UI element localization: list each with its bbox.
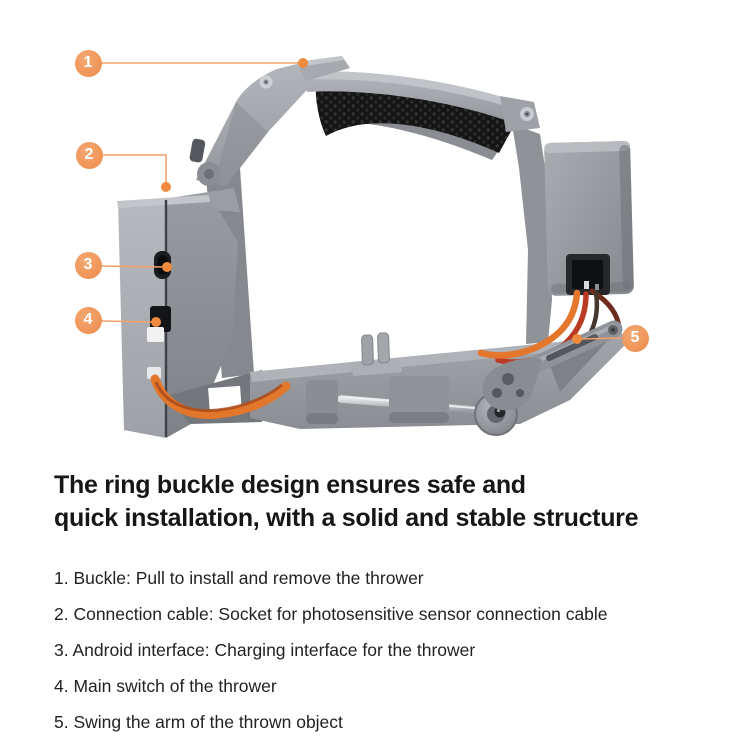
- callout-dot-1: [298, 58, 308, 68]
- callout-badge-1: 1: [75, 50, 102, 77]
- page-title-line2: quick installation, with a solid and stable structure: [54, 504, 639, 532]
- feature-item-3: 3. Android interface: Charging interface for the thrower: [54, 640, 476, 660]
- top-strap: [303, 71, 540, 160]
- callout-line-3: [101, 266, 166, 267]
- callout-line-5: [579, 338, 621, 339]
- callout-dot-3: [162, 262, 172, 272]
- feature-item-1: 1. Buckle: Pull to install and remove the thrower: [54, 568, 424, 588]
- callout-badge-3: 3: [75, 252, 102, 279]
- feature-item-2: 2. Connection cable: Socket for photosensitive sensor connection cable: [54, 604, 608, 624]
- callout-line-2: [102, 155, 166, 183]
- callout-badge-5: 5: [622, 325, 649, 352]
- callout-badge-2: 2: [76, 142, 103, 169]
- feature-item-5: 5. Swing the arm of the thrown object: [54, 712, 343, 732]
- callout-line-4: [101, 321, 155, 322]
- callout-dot-4: [151, 317, 161, 327]
- right-servo-box: [544, 141, 634, 296]
- callout-badge-4: 4: [75, 307, 102, 334]
- page-title: [54, 469, 638, 535]
- feature-list: [54, 560, 608, 740]
- callout-dot-2: [161, 182, 171, 192]
- feature-item-4: 4. Main switch of the thrower: [54, 676, 277, 696]
- page-title-line1: The ring buckle design ensures safe and: [54, 471, 526, 499]
- callout-dot-5: [572, 334, 582, 344]
